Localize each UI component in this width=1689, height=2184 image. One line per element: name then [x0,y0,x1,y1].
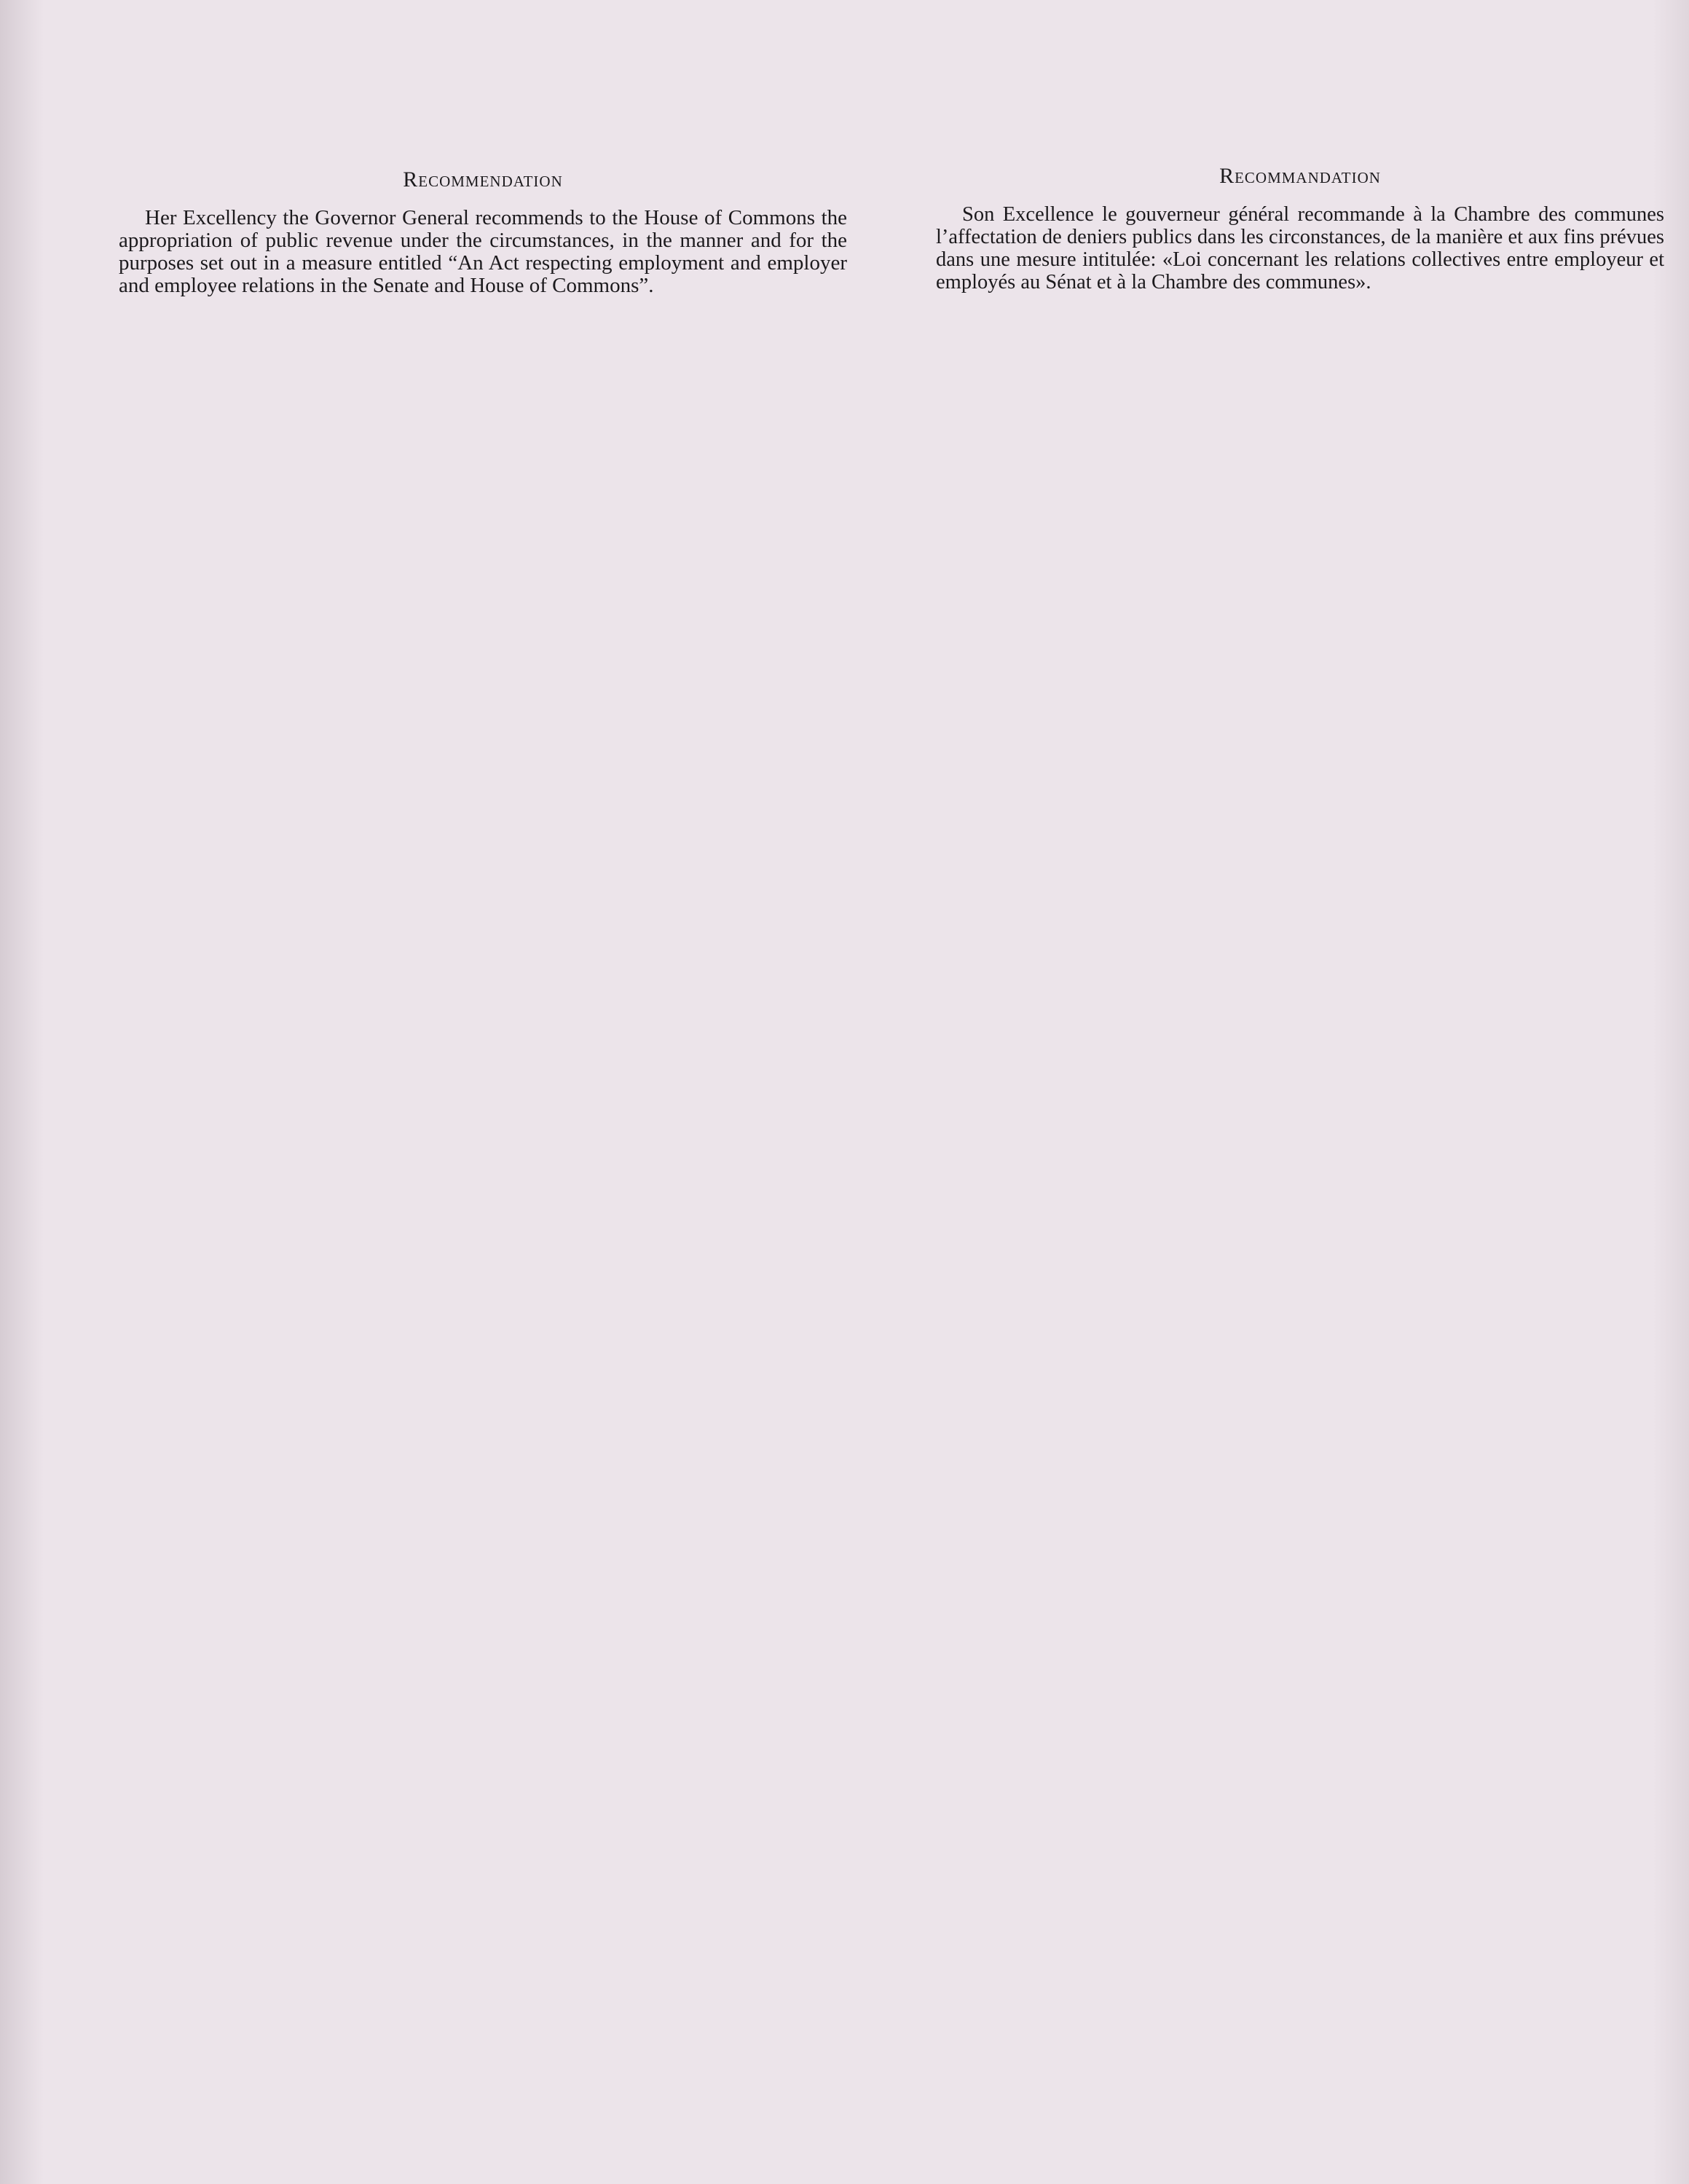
recommendation-heading-french: Recommandation [1219,164,1381,188]
page-edge-shadow-left [0,0,44,2184]
recommendation-french [936,164,1664,293]
recommendation-heading-english: Recommendation [403,167,563,192]
recommendation-text-french: Son Excellence le gouverneur général recommande à la Chambre des communes l’affectation de deniers publics dans les circonstances, de la manière et aux fins prévues dans une mesure intitulée: «Loi concernant les relations collectives entre employeur et employés au Sénat et à la Chambre des communes». [936,203,1664,293]
page-edge-shadow-right [1653,0,1689,2184]
recommendation-text-english: Her Excellency the Governor General recommends to the House of Commons the appropriation of public revenue under the circumstances, in the manner and for the purposes set out in a measure entitled “An Act respecting employment and employer and employee relations in the Senate and House of Commons”. [119,206,847,297]
recommendation-english [119,167,847,297]
